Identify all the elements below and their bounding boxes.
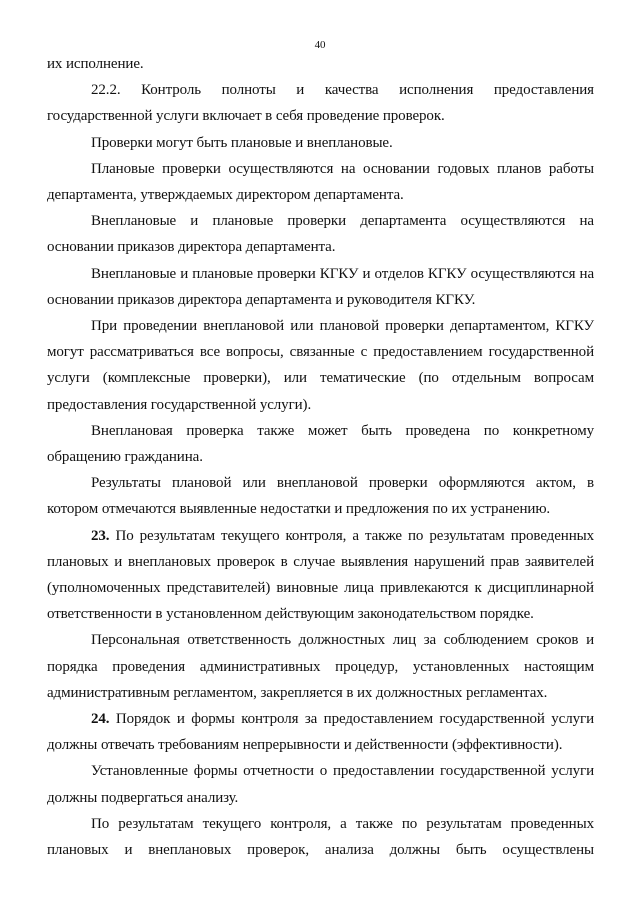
paragraph-analysis-results: По результатам текущего контроля, а также по результатам проведенных плановых и внеплановых проверок, анализа должны быть осуществлены [47,815,594,859]
paragraph-personal-responsibility: Персональная ответственность должностных лиц за соблюдением сроков и порядка проведения административных процедур, установленных настоящим административным регламентом, закрепляется в их должностных регламентах. [47,632,594,701]
paragraph-inspection-types: Проверки могут быть плановые и внеплановые. [91,134,393,151]
paragraph-kgku-inspections: Внеплановые и плановые проверки КГКУ и отделов КГКУ осуществляются на основании приказов директора департамента и руководителя КГКУ. [47,265,594,308]
paragraph-citizen-appeal: Внеплановая проверка также может быть проведена по конкретному обращению гражданина. [47,422,594,466]
paragraph-24 [47,706,594,758]
paragraph-department-inspections: Внеплановые и плановые проверки департамента осуществляются на основании приказов директора департамента. [47,213,594,256]
paragraph-24-text: Порядок и формы контроля за предоставлением государственной услуги должны отвечать требованиям непрерывности и действенности (эффективности). [47,711,594,754]
paragraph-planned-inspections: Плановые проверки осуществляются на основании годовых планов работы департамента, утверждаемых директором департамента. [47,160,594,204]
document-text [47,51,594,863]
paragraph-23-text: По результатам текущего контроля, а также по результатам проведенных плановых и внеплановых проверок в случае выявления нарушений прав заявителей (уполномоченных представителей) виновные лица привлекаются к дисциплинарной ответственности в установленном действующим законодательством порядке. [47,527,594,623]
section-number-23: 23. [91,527,110,544]
paragraph-22-2: 22.2. Контроль полноты и качества исполнения предоставления государственной услуги включает в себя проведение проверок. [47,82,594,125]
paragraph-continuation: их исполнение. [47,56,144,72]
paragraph-inspection-scope: При проведении внеплановой или плановой проверки департаментом, КГКУ могут рассматриваться все вопросы, связанные с предоставлением государственной услуги (комплексные проверки), или тематические (по отдельным вопросам предоставления государственной услуги). [47,318,594,413]
paragraph-inspection-results: Результаты плановой или внеплановой проверки оформляются актом, в котором отмечаются выявленные недостатки и предложения по их устранению. [47,475,594,518]
paragraph-23 [47,523,594,628]
paragraph-reporting-forms: Установленные формы отчетности о предоставлении государственной услуги должны подвергаться анализу. [47,763,594,806]
page-number: 40 [314,39,326,51]
section-number-24: 24. [91,711,110,728]
